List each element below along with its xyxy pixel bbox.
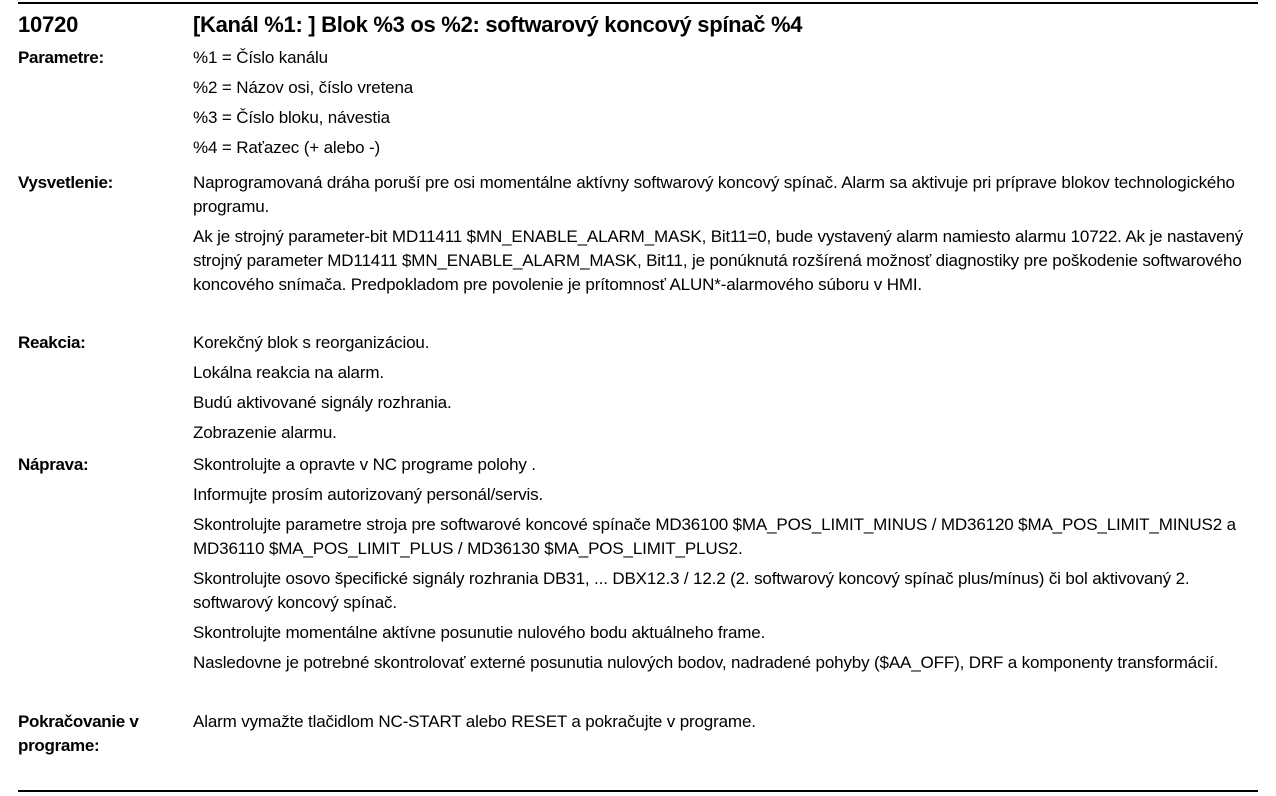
- pokracovanie-text: [193, 710, 1258, 734]
- remedy-paragraph: Informujte prosím autorizovaný personál/servis.: [193, 485, 544, 504]
- reaction-line: Lokálna reakcia na alarm.: [193, 363, 384, 382]
- bottom-divider: [18, 790, 1258, 792]
- explanation-paragraph: Ak je strojný parameter-bit MD11411 $MN_ENABLE_ALARM_MASK, Bit11=0, bude vystavený alarm namiesto alarmu 10722. Ak je nastavený strojný parameter MD11411 $MN_ENABLE_ALARM_MASK, Bit11, je ponúknutá rozšírená možnosť diagnostiky pre poškodenie softwarového koncového snímača. Predpokladom pre povolenie je prítomnosť ALUN*-alarmového súboru v HMI.: [193, 227, 1244, 294]
- section-label-naprava: Náprava:: [18, 455, 89, 474]
- parameter-line: %3 = Číslo bloku, návestia: [193, 108, 390, 127]
- remedy-paragraph: Skontrolujte momentálne aktívne posunutie nulového bodu aktuálneho frame.: [193, 623, 766, 642]
- parameter-line: %4 = Raťazec (+ alebo -): [193, 138, 381, 157]
- remedy-paragraph: Nasledovne je potrebné skontrolovať externé posunutia nulových bodov, nadradené pohyby ($AA_OFF), DRF a komponenty transformácií.: [193, 653, 1219, 672]
- alarm-title: [Kanál %1: ] Blok %3 os %2: softwarový koncový spínač %4: [193, 12, 803, 37]
- section-label-pokracovanie: Pokračovanie v programe:: [18, 712, 139, 755]
- remedy-paragraph: Skontrolujte parametre stroja pre softwarové koncové spínače MD36100 $MA_POS_LIMIT_MINUS / MD36120 $MA_POS_LIMIT_MINUS2 a MD36110 $MA_POS_LIMIT_PLUS / MD36130 $MA_POS_LIMIT_PLUS2.: [193, 515, 1236, 558]
- reaction-line: Korekčný blok s reorganizáciou.: [193, 333, 430, 352]
- top-divider: [18, 2, 1258, 4]
- parametre-list: [193, 46, 1258, 160]
- remedy-paragraph: Skontrolujte osovo špecifické signály rozhrania DB31, ... DBX12.3 / 12.2 (2. softwarový koncový spínač plus/mínus) či bol aktivovaný 2. softwarový koncový spínač.: [193, 569, 1190, 612]
- remedy-paragraph: Skontrolujte a opravte v NC programe polohy .: [193, 455, 536, 474]
- section-label-vysvetlenie: Vysvetlenie:: [18, 173, 113, 192]
- reaction-line: Budú aktivované signály rozhrania.: [193, 393, 452, 412]
- section-label-parametre: Parametre:: [18, 48, 104, 67]
- reaction-line: Zobrazenie alarmu.: [193, 423, 337, 442]
- alarm-header: [18, 12, 1258, 42]
- explanation-paragraph: Naprogramovaná dráha poruší pre osi momentálne aktívny softwarový koncový spínač. Alarm sa aktivuje pri príprave blokov technologického programu.: [193, 173, 1235, 216]
- alarm-number: 10720: [18, 12, 79, 37]
- parameter-line: %1 = Číslo kanálu: [193, 48, 328, 67]
- parameter-line: %2 = Názov osi, číslo vretena: [193, 78, 414, 97]
- vysvetlenie-text: [193, 171, 1258, 297]
- reakcia-list: [193, 331, 1258, 445]
- section-label-reakcia: Reakcia:: [18, 333, 86, 352]
- continuation-paragraph: Alarm vymažte tlačidlom NC-START alebo RESET a pokračujte v programe.: [193, 712, 756, 731]
- naprava-text: [193, 453, 1258, 675]
